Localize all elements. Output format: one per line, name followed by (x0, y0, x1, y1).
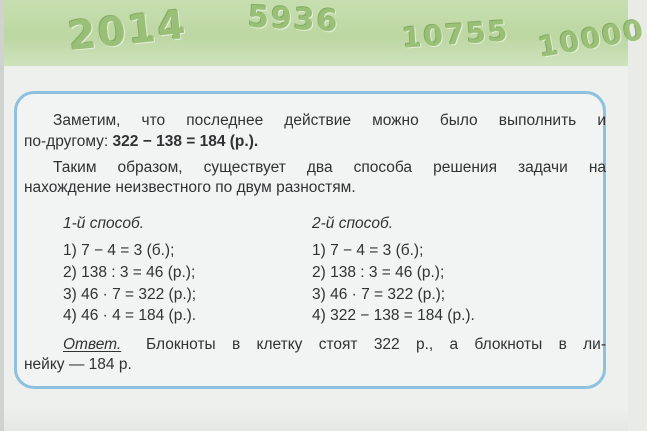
page-bottom-shade (4, 407, 628, 431)
decorative-number-banner (0, 0, 647, 66)
paragraph-1-line-1: Заметим, что последнее действие можно было выполнить и (53, 112, 606, 129)
difference-expression: 322 − 138 = 184 (р.). (112, 133, 259, 150)
answer-label: Ответ. (63, 336, 122, 353)
answer-line-1 (63, 336, 606, 354)
decorative-number: 10755 (400, 14, 511, 55)
decorative-number: 2014 (65, 1, 190, 61)
paragraph-2-line-2: нахождение неизвестного по двум разностям. (24, 179, 356, 196)
method-2-step: 4) 322 − 138 = 184 (р.). (312, 307, 475, 324)
answer-text-line-1: Блокноты в клетку стоят 322 р., а блокноты в ли- (146, 336, 606, 353)
method-2-step: 2) 138 : 3 = 46 (р.); (312, 264, 445, 281)
method-1-step: 3) 46 · 7 = 322 (р.); (63, 286, 197, 303)
decorative-number: 10000 (535, 12, 647, 65)
method-1-step: 4) 46 · 4 = 184 (р.). (63, 307, 197, 324)
method-1-step: 1) 7 − 4 = 3 (б.); (63, 242, 175, 259)
method-2-title: 2-й способ. (312, 215, 394, 232)
decorative-number: 5936 (247, 0, 341, 40)
method-1-title: 1-й способ. (63, 215, 145, 232)
paragraph-1-line-2 (24, 133, 258, 151)
method-2-step: 1) 7 − 4 = 3 (б.); (312, 242, 424, 259)
method-1-step: 2) 138 : 3 = 46 (р.); (63, 264, 196, 281)
paragraph-2-line-1: Таким образом, существует два способа решения задачи на (53, 159, 606, 176)
answer-line-2: нейку — 184 р. (24, 356, 132, 373)
method-2-step: 3) 46 · 7 = 322 (р.); (312, 286, 446, 303)
paragraph-1-prefix: по-другому: (24, 133, 113, 150)
